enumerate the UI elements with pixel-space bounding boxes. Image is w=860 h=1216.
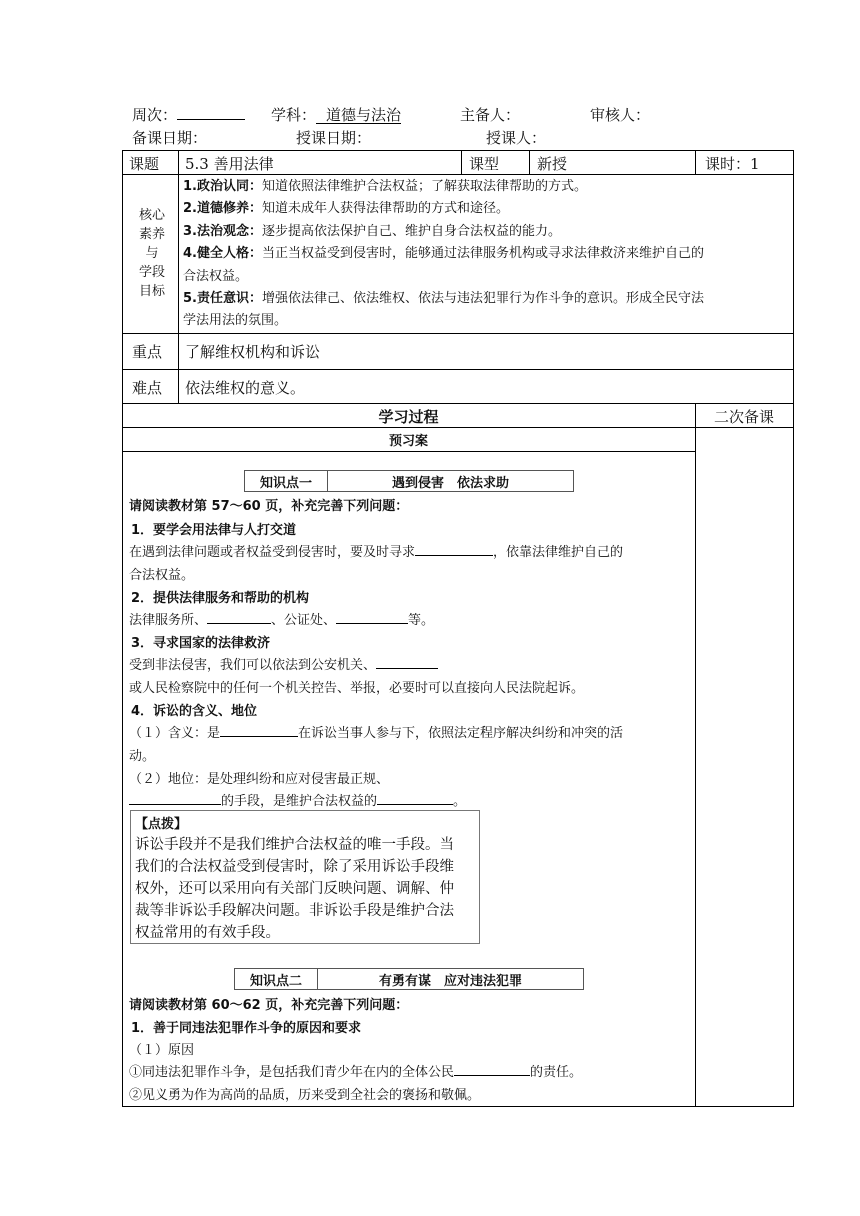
kp1-label: 知识点一 (259, 475, 312, 491)
header-subject (271, 104, 401, 125)
lead-preparer-label: 主备人： (460, 106, 521, 124)
kp1-s1-title: 1．要学会用法律与人打交道 (131, 523, 297, 538)
kp1-s1-line2: 合法权益。 (129, 568, 195, 583)
blank-field[interactable] (377, 791, 453, 805)
topic-label: 课题 (129, 155, 160, 173)
header-week (132, 104, 245, 125)
blank-field[interactable] (336, 610, 408, 624)
subject-value: 道德与法治 (316, 108, 401, 124)
week-blank (177, 105, 245, 120)
kp2-instruction: 请阅读教材第 60～62 页，补充完善下列问题： (129, 998, 409, 1013)
tip-box (130, 810, 480, 944)
goal-item: 3.法治观念：逐步提高依法保护自己、维护自身合法权益的能力。 (183, 223, 561, 239)
topic-value: 5.3 善用法律 (185, 155, 274, 173)
blank-field[interactable] (207, 610, 271, 624)
second-prep-label: 二次备课 (713, 408, 774, 426)
preview-label: 预习案 (388, 434, 428, 449)
kp1-s1-line1: 在遇到法律问题或者权益受到侵害时，要及时寻求 ，依靠法律维护自己的 (129, 541, 623, 560)
kp1-s3-line1: 受到非法侵害，我们可以依法到公安机关、 (129, 654, 438, 673)
kp2-header (234, 968, 584, 990)
kp1-s4-line1: （１）含义：是 在诉讼当事人参与下，依照法定程序解决纠纷和冲突的活 (129, 722, 623, 741)
type-value: 新授 (537, 155, 568, 173)
teacher-label: 授课人： (486, 129, 547, 147)
subject-label: 学科： (271, 106, 317, 124)
goal-item-cont: 学法用法的氛围。 (183, 313, 288, 329)
goal-item-cont: 合法权益。 (183, 268, 249, 284)
teach-date-label: 授课日期： (296, 129, 372, 147)
kp2-title: 有勇有谋 应对违法犯罪 (378, 973, 522, 989)
goals-list (183, 176, 791, 333)
kp1-header (244, 470, 574, 492)
key-label: 重点 (132, 343, 163, 361)
blank-field[interactable] (220, 723, 298, 737)
kp1-s3-title: 3．寻求国家的法律救济 (131, 636, 271, 651)
kp1-s2-line: 法律服务所、 、公证处、 等。 (129, 609, 434, 628)
kp2-s1-title: 1．善于同违法犯罪作斗争的原因和要求 (131, 1021, 362, 1036)
kp1-s4-title: 4．诉讼的含义、地位 (131, 704, 258, 719)
kp1-s3-line2: 或人民检察院中的任何一个机关控告、举报，必要时可以直接向人民法院起诉。 (129, 681, 585, 696)
goal-item: 2.道德修养：知道未成年人获得法律帮助的方式和途径。 (183, 201, 509, 217)
kp1-s4-line4: 的手段，是维护合法权益的 。 (129, 790, 466, 809)
kp1-s4-line3: （２）地位：是处理纠纷和应对侵害最正规、 (129, 772, 390, 787)
difficult-value: 依法维权的意义。 (185, 379, 306, 397)
key-value: 了解维权机构和诉讼 (185, 343, 321, 361)
prep-date-label: 备课日期： (132, 129, 208, 147)
process-label: 学习过程 (378, 408, 439, 426)
week-label: 周次： (132, 106, 178, 124)
blank-field[interactable] (415, 542, 493, 556)
hours-label: 课时：1 (705, 155, 760, 173)
kp1-s2-title: 2．提供法律服务和帮助的机构 (131, 591, 310, 606)
kp2-s1-sub: （１）原因 (129, 1043, 195, 1058)
tip-title: 【点拨】 (135, 817, 188, 832)
blank-field[interactable] (376, 655, 438, 669)
type-label: 课型 (469, 155, 500, 173)
kp1-title: 遇到侵害 依法求助 (391, 475, 509, 491)
reviewer-label: 审核人： (590, 106, 651, 124)
kp1-instruction: 请阅读教材第 57～60 页，补充完善下列问题： (129, 499, 409, 514)
goal-item: 4.健全人格：当正当权益受到侵害时，能够通过法律服务机构或寻求法律救济来维护自己的 (183, 246, 704, 262)
goals-label: 核心 素养 与 学段 目标 (138, 208, 165, 299)
kp2-s1-line1: ①同违法犯罪作斗争，是包括我们青少年在内的全体公民 的责任。 (129, 1061, 582, 1080)
kp2-label: 知识点二 (249, 973, 302, 989)
kp2-s1-line2: ②见义勇为作为高尚的品质，历来受到全社会的褒扬和敬佩。 (129, 1088, 481, 1103)
goal-item: 1.政治认同：知道依照法律维护合法权益；了解获取法律帮助的方式。 (183, 179, 587, 194)
blank-field[interactable] (129, 791, 221, 805)
difficult-label: 难点 (132, 379, 163, 397)
goal-item: 5.责任意识：增强依法律己、依法维权、依法与违法犯罪行为作斗争的意识。形成全民守法 (183, 291, 704, 307)
tip-text: 诉讼手段并不是我们维护合法权益的唯一手段。当 我们的合法权益受到侵害时，除了采用诉讼手段维 权外，还可以采用向有关部门反映问题、调解、仲 裁等非诉讼手段解决问题。非诉讼手段是维护合法 权益常用的有效手段。 (135, 837, 454, 941)
kp1-s4-line2: 动。 (129, 749, 156, 764)
blank-field[interactable] (454, 1062, 530, 1076)
